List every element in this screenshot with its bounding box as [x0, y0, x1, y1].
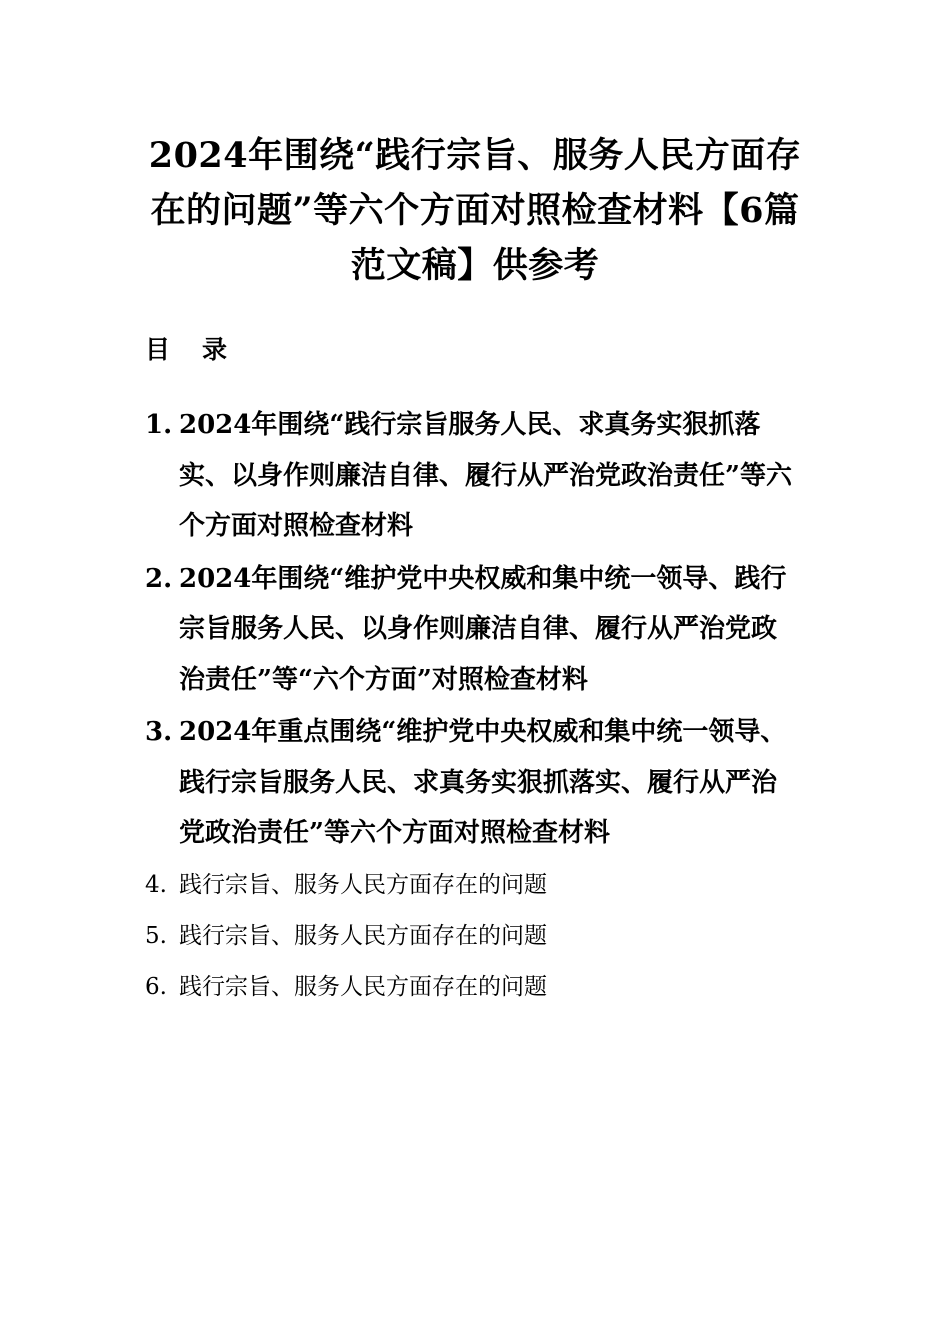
- toc-heading: 目录: [145, 335, 260, 364]
- toc-item-number: 6.: [145, 973, 167, 1000]
- toc-item-5: [145, 912, 795, 961]
- toc-item-number: 1.: [145, 410, 173, 440]
- document-title: 2024年围绕“践行宗旨、服务人民方面存在的问题”等六个方面对照检查材料【6篇范文稿】供参考: [148, 135, 802, 286]
- toc-item-text: 践行宗旨、服务人民方面存在的问题: [179, 922, 547, 949]
- toc-item-1: [145, 400, 795, 552]
- toc-item-text: 2024年围绕“维护党中央权威和集中统一领导、践行宗旨服务人民、以身作则廉洁自律、履行从严治党政治责任”等“六个方面”对照检查材料: [179, 563, 787, 695]
- toc-item-6: [145, 963, 795, 1012]
- toc-item-text: 践行宗旨、服务人民方面存在的问题: [179, 871, 547, 898]
- toc-item-number: 3.: [145, 717, 173, 747]
- toc-item-text: 践行宗旨、服务人民方面存在的问题: [179, 973, 547, 1000]
- toc-item-number: 5.: [145, 922, 167, 949]
- toc-item-4: [145, 861, 795, 910]
- toc-item-2: [145, 554, 795, 706]
- toc-item-3: [145, 707, 795, 859]
- toc-item-text: 2024年重点围绕“维护党中央权威和集中统一领导、践行宗旨服务人民、求真务实狠抓落实、履行从严治党政治责任”等六个方面对照检查材料: [179, 717, 787, 848]
- toc-item-number: 4.: [145, 871, 167, 898]
- toc-item-number: 2.: [145, 563, 173, 594]
- table-of-contents: [145, 400, 795, 1014]
- toc-item-text: 2024年围绕“践行宗旨服务人民、求真务实狠抓落实、以身作则廉洁自律、履行从严治党政治责任”等六个方面对照检查材料: [179, 410, 792, 541]
